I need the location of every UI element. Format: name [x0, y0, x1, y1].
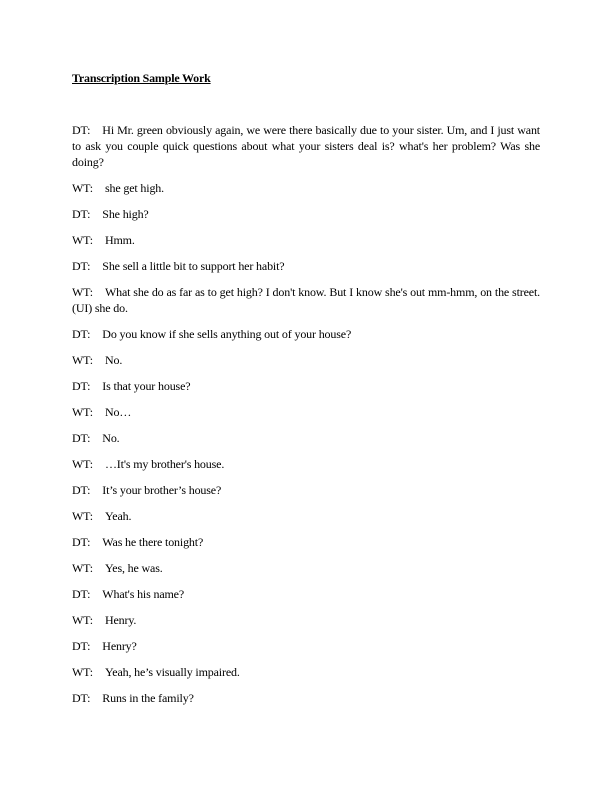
speaker-label: DT:: [72, 259, 91, 273]
speaker-label: WT:: [72, 285, 93, 299]
speaker-label: WT:: [72, 561, 93, 575]
transcript-line: [72, 508, 540, 524]
line-text: Do you know if she sells anything out of your house?: [102, 327, 352, 341]
speaker-label: WT:: [72, 405, 93, 419]
transcript-line: [72, 612, 540, 628]
line-text: No…: [104, 405, 132, 419]
transcript-line: [72, 560, 540, 576]
transcript-line: [72, 482, 540, 498]
transcript-line: [72, 232, 540, 248]
line-text: Runs in the family?: [102, 691, 194, 705]
line-text: Yeah, he’s visually impaired.: [104, 665, 240, 679]
line-text: she get high.: [104, 181, 164, 195]
transcript-line: [72, 638, 540, 654]
speaker-label: DT:: [72, 535, 91, 549]
speaker-label: WT:: [72, 181, 93, 195]
line-text: It’s your brother’s house?: [102, 483, 222, 497]
transcript-line: [72, 690, 540, 706]
speaker-label: DT:: [72, 123, 91, 137]
transcript-line: [72, 258, 540, 274]
speaker-label: DT:: [72, 639, 91, 653]
line-text: Yeah.: [104, 509, 132, 523]
line-text: Is that your house?: [102, 379, 191, 393]
line-text: Was he there tonight?: [102, 535, 204, 549]
line-text: No.: [102, 431, 120, 445]
speaker-label: DT:: [72, 327, 91, 341]
speaker-label: WT:: [72, 233, 93, 247]
line-text: Hmm.: [104, 233, 135, 247]
speaker-label: DT:: [72, 207, 91, 221]
line-text: What she do as far as to get high? I don't know. But I know she's out mm-hmm, on the street. (UI) she do.: [72, 285, 540, 315]
line-text: …It's my brother's house.: [104, 457, 225, 471]
speaker-label: WT:: [72, 665, 93, 679]
line-text: No.: [104, 353, 123, 367]
transcript-line: [72, 534, 540, 550]
transcript-line: [72, 180, 540, 196]
transcript-line: [72, 206, 540, 222]
document-title: Transcription Sample Work: [72, 71, 211, 85]
speaker-label: WT:: [72, 457, 93, 471]
transcript-line: [72, 122, 540, 170]
speaker-label: DT:: [72, 691, 91, 705]
line-text: Henry.: [104, 613, 137, 627]
transcript-line: [72, 404, 540, 420]
transcript-line: [72, 664, 540, 680]
speaker-label: DT:: [72, 431, 91, 445]
transcript-line: [72, 586, 540, 602]
speaker-label: WT:: [72, 353, 93, 367]
line-text: Yes, he was.: [104, 561, 163, 575]
transcript-line: [72, 378, 540, 394]
line-text: What's his name?: [102, 587, 185, 601]
transcript-line: [72, 430, 540, 446]
speaker-label: WT:: [72, 613, 93, 627]
transcript-line: [72, 326, 540, 342]
transcript-line: [72, 456, 540, 472]
line-text: Henry?: [102, 639, 137, 653]
speaker-label: DT:: [72, 483, 91, 497]
speaker-label: WT:: [72, 509, 93, 523]
line-text: She sell a little bit to support her habit?: [102, 259, 285, 273]
line-text: Hi Mr. green obviously again, we were there basically due to your sister. Um, and I just want to ask you couple quick questions about what your sisters deal is? what's her problem? Was she doing?: [72, 123, 540, 169]
line-text: She high?: [102, 207, 149, 221]
speaker-label: DT:: [72, 379, 91, 393]
transcript: [72, 122, 540, 716]
transcript-line: [72, 284, 540, 316]
speaker-label: DT:: [72, 587, 91, 601]
transcript-line: [72, 352, 540, 368]
